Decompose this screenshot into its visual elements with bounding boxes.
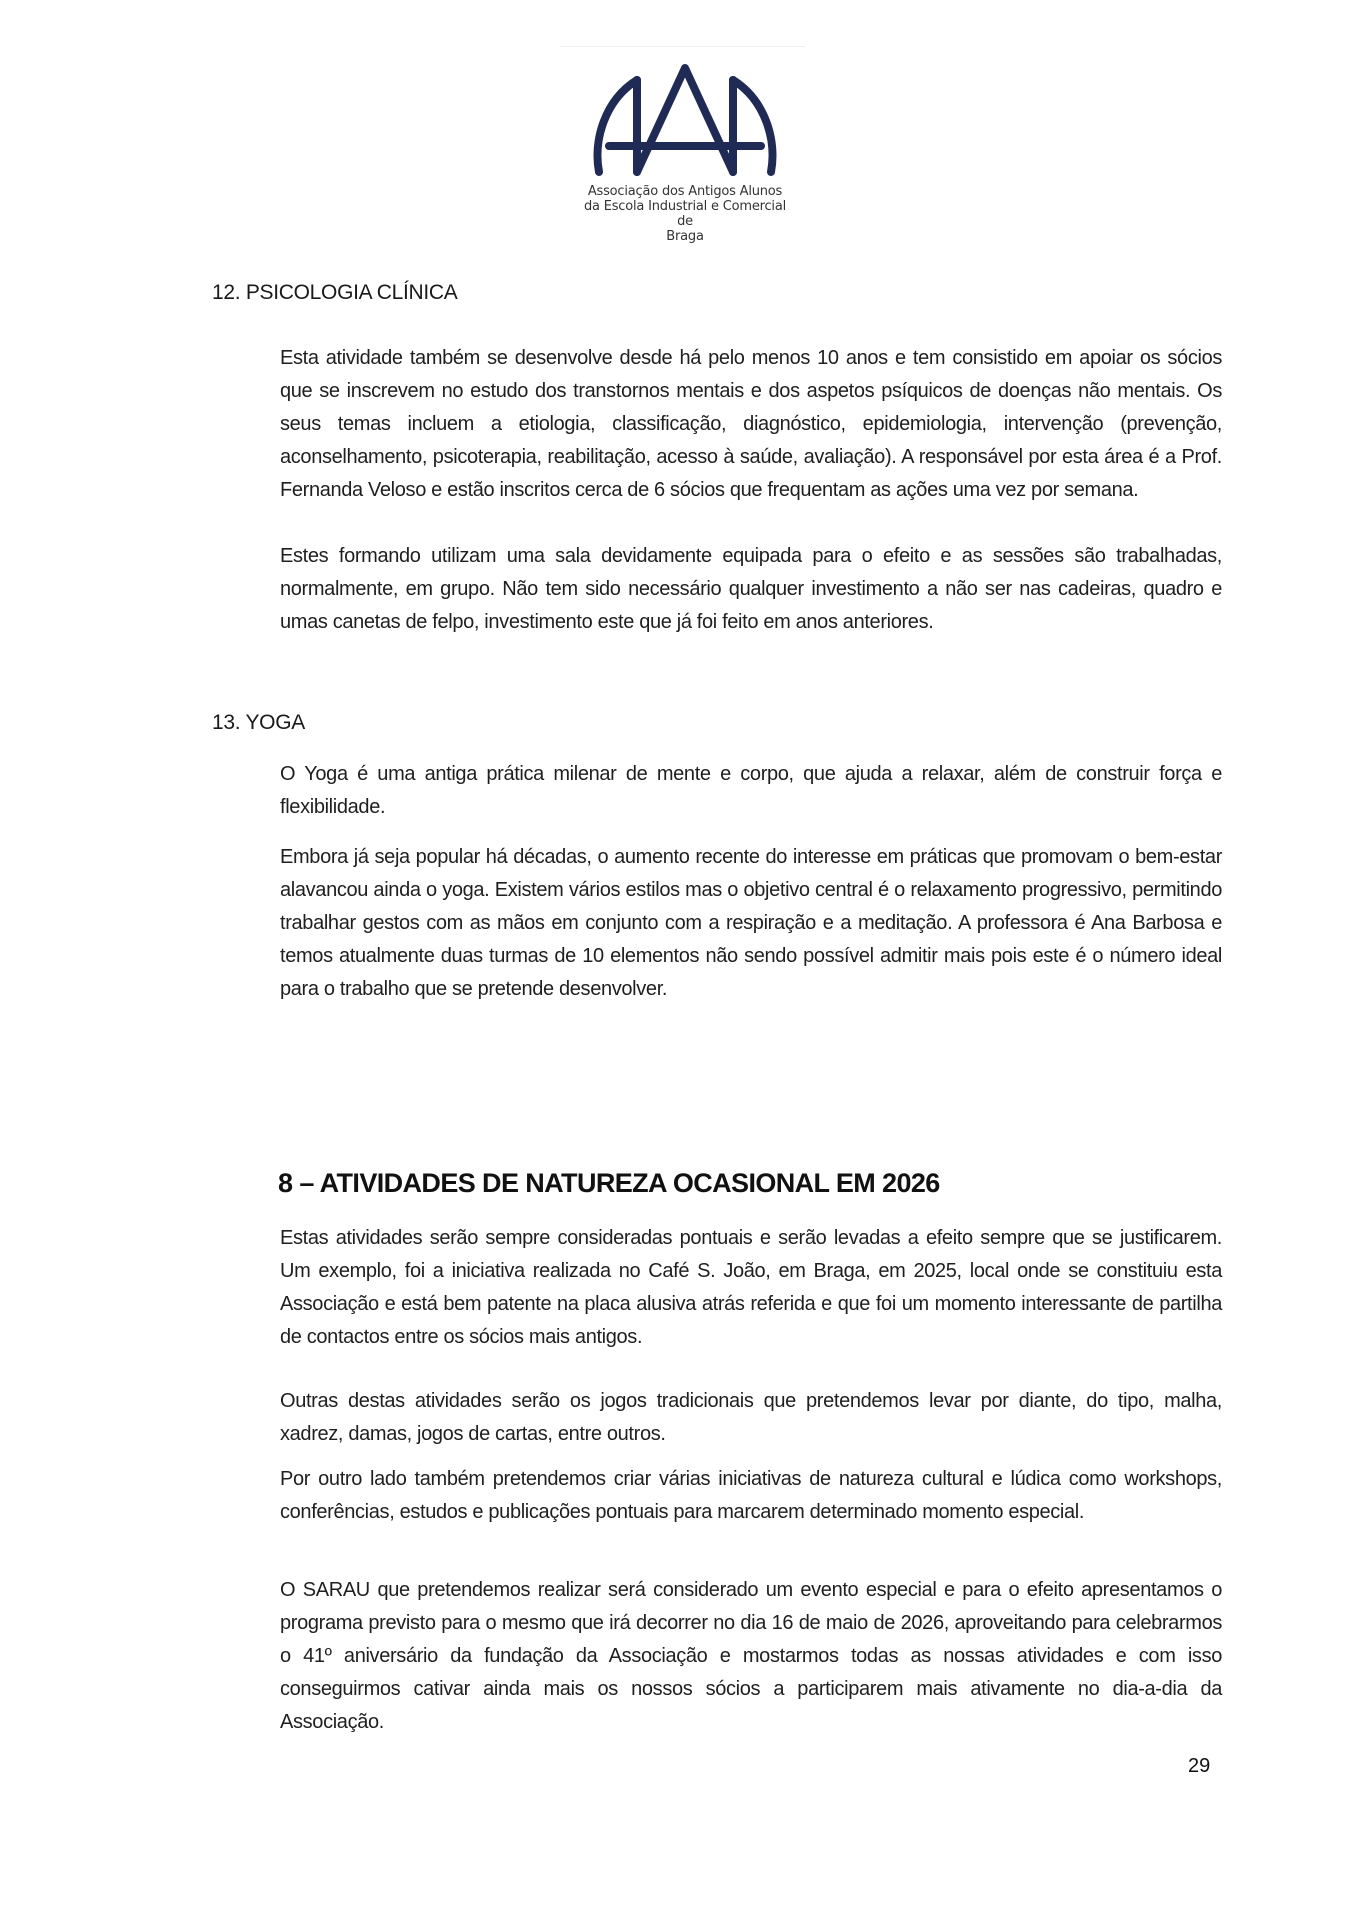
chapter-paragraph: Por outro lado também pretendemos criar várias iniciativas de natureza cultural e lúdica como workshops, conferências, estudos e publicações pontuais para marcarem determinado momento especial. [280,1468,1222,1523]
logo-caption-line: de [677,214,693,229]
section-heading-psicologia-clinica: 12. PSICOLOGIA CLÍNICA [212,281,458,304]
logo-caption-line: da Escola Industrial e Comercial [583,199,787,214]
chapter-paragraph: O SARAU que pretendemos realizar será considerado um evento especial e para o efeito apresentamos o programa previsto para o mesmo que irá decorrer no dia 16 de maio de 2026, aproveitando para celebrarmos o 41º aniversário da fundação da Associação e mostarmos todas as nossas atividades e com isso conseguirmos cativar ainda mais os nossos sócios a participarem mais ativamente no dia-a-dia da Associação. [280,1579,1222,1733]
chapter-paragraph: Estas atividades serão sempre consideradas pontuais e serão levadas a efeito sempre que se justificarem. Um exemplo, foi a iniciativa realizada no Café S. João, em Braga, em 2025, local onde se constituiu esta Associação e está bem patente na placa alusiva atrás referida e que foi um momento interessante de partilha de contactos entre os sócios mais antigos. [280,1227,1222,1348]
section-paragraph: Estes formando utilizam uma sala devidamente equipada para o efeito e as sessões são trabalhadas, normalmente, em grupo. Não tem sido necessário qualquer investimento a não ser nas cadeiras, quadro e umas canetas de felpo, investimento este que já foi feito em anos anteriores. [280,545,1222,633]
logo-caption-line: Associação dos Antigos Alunos [587,184,783,199]
section-paragraph: Esta atividade também se desenvolve desde há pelo menos 10 anos e tem consistido em apoiar os sócios que se inscrevem no estudo dos transtornos mentais e dos aspetos psíquicos de doenças não mentais. Os seus temas incluem a etiologia, classificação, diagnóstico, epidemiologia, intervenção (prevenção, aconselhamento, psicoterapia, reabilitação, acesso à saúde, avaliação). A responsável por esta área é a Prof. Fernanda Veloso e estão inscritos cerca de 6 sócios que frequentam as ações uma vez por semana. [280,347,1222,501]
section-paragraph: Embora já seja popular há décadas, o aumento recente do interesse em práticas que promovam o bem-estar alavancou ainda o yoga. Existem vários estilos mas o objetivo central é o relaxamento progressivo, permitindo trabalhar gestos com as mãos em conjunto com a respiração e a meditação. A professora é Ana Barbosa e temos atualmente duas turmas de 10 elementos não sendo possível admitir mais pois este é o número ideal para o trabalho que se pretende desenvolver. [280,846,1222,1000]
chapter-title: 8 – ATIVIDADES DE NATUREZA OCASIONAL EM 2026 [278,1168,940,1198]
logo-caption-line: Braga [666,229,704,244]
chapter-paragraph: Outras destas atividades serão os jogos tradicionais que pretendemos levar por diante, do tipo, malha, xadrez, damas, jogos de cartas, entre outros. [280,1390,1222,1445]
section-heading-yoga: 13. YOGA [212,711,305,734]
aaa-monogram-logo-icon [585,60,785,178]
header-rule [560,46,805,47]
association-logo [555,60,815,244]
page-number: 29 [1188,1755,1211,1777]
section-paragraph: O Yoga é uma antiga prática milenar de mente e corpo, que ajuda a relaxar, além de construir força e flexibilidade. [280,763,1222,818]
logo-caption [555,184,815,244]
